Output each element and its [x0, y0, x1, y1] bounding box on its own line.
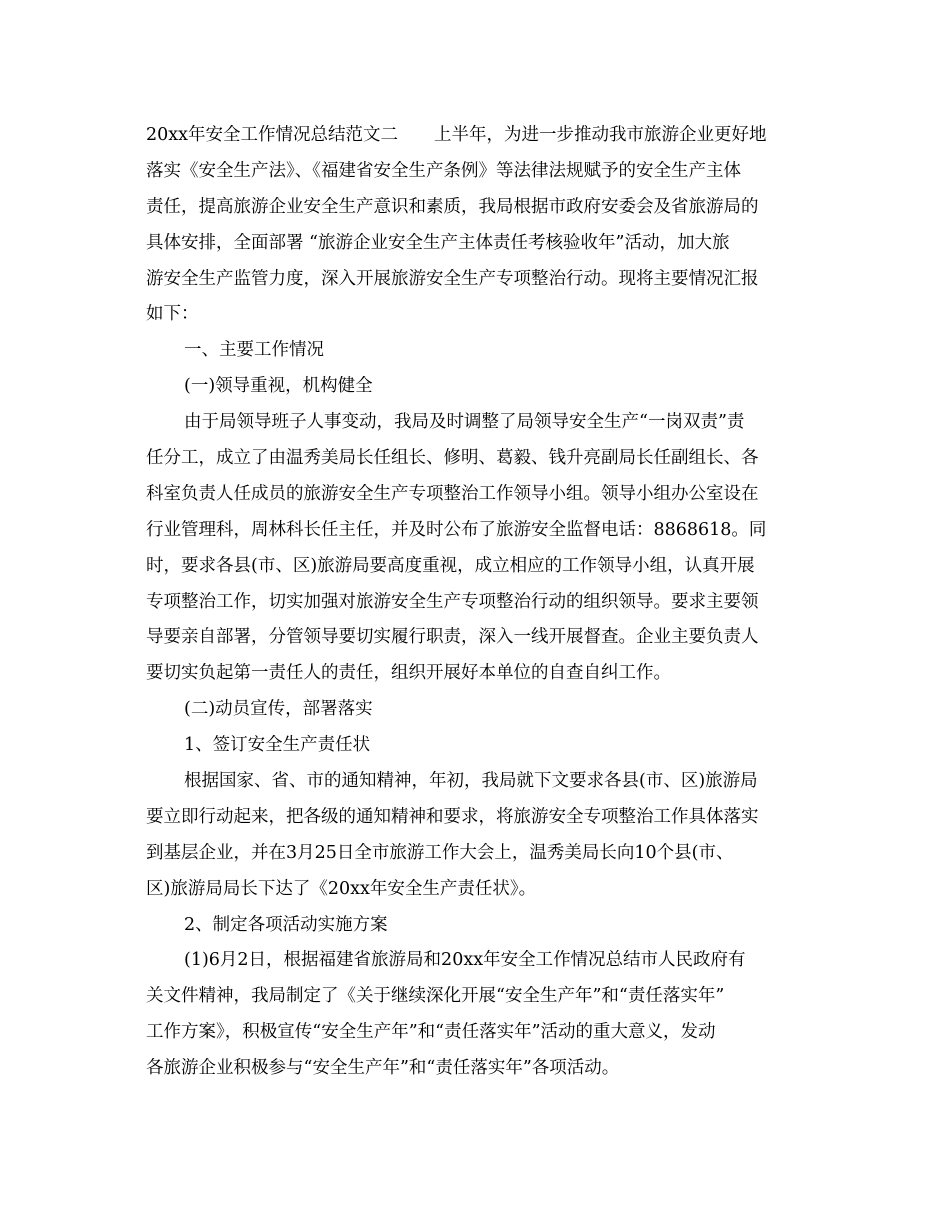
text-line: 责任，提高旅游企业安全生产意识和素质，我局根据市政府安委会及省旅游局的 [146, 196, 759, 217]
text-line: 如下： [146, 304, 199, 325]
item-heading: 1、签订安全生产责任状 [184, 735, 371, 756]
text-line: 行业管理科，周林科长任主任，并及时公布了旅游安全监督电话：8868618。同 [146, 519, 767, 540]
section-heading: 一、主要工作情况 [184, 340, 324, 361]
text-line: 根据国家、省、市的通知精神，年初，我局就下文要求各县(市、区)旅游局 [184, 771, 758, 792]
text-line: 工作方案》，积极宣传“安全生产年”和“责任落实年”活动的重大意义，发动 [146, 1022, 716, 1043]
document-body [146, 118, 806, 1087]
text-line [146, 118, 806, 154]
text-line: (1)6月2日，根据福建省旅游局和20xx年安全工作情况总结市人民政府有 [184, 950, 746, 971]
text-line: 导要亲自部署，分管领导要切实履行职责，深入一线开展督查。企业主要负责人 [146, 627, 759, 648]
text-line: 区)旅游局局长下达了《20xx年安全生产责任状》。 [146, 878, 537, 899]
item-heading: 2、制定各项活动实施方案 [184, 914, 388, 935]
text-line: 关文件精神，我局制定了《关于继续深化开展“安全生产年”和“责任落实年” [146, 986, 725, 1007]
document-title: 20xx年安全工作情况总结范文二 [146, 125, 399, 145]
subsection-heading: (一)领导重视，机构健全 [184, 376, 373, 397]
text-line: 到基层企业，并在3月25日全市旅游工作大会上，温秀美局长向10个县(市、 [146, 842, 734, 863]
text-line: 要立即行动起来，把各级的通知精神和要求，将旅游安全专项整治工作具体落实 [146, 806, 759, 827]
text-line: 任分工，成立了由温秀美局长任组长、修明、葛毅、钱升亮副局长任副组长、各 [146, 448, 759, 469]
text-line: 科室负责人任成员的旅游安全生产专项整治工作领导小组。领导小组办公室设在 [146, 483, 759, 504]
text-line: 由于局领导班子人事变动，我局及时调整了局领导安全生产“一岗双责”责 [184, 412, 745, 433]
text-line: 落实《安全生产法》、《福建省安全生产条例》等法律法规赋予的安全生产主体 [146, 160, 741, 181]
text-line: 具体安排，全面部署 “旅游企业安全生产主体责任考核验收年”活动，加大旅 [146, 232, 730, 253]
text-line: 游安全生产监管力度，深入开展旅游安全生产专项整治行动。现将主要情况汇报 [146, 268, 759, 289]
text-line: 专项整治工作，切实加强对旅游安全生产专项整治行动的组织领导。要求主要领 [146, 591, 759, 612]
text-line: 时，要求各县(市、区)旅游局要高度重视，成立相应的工作领导小组，认真开展 [146, 555, 755, 576]
text-line: 要切实负起第一责任人的责任，组织开展好本单位的自查自纠工作。 [146, 663, 671, 684]
text-line-continuation: 上半年，为进一步推动我市旅游企业更好地 [434, 125, 767, 145]
subsection-heading: (二)动员宣传，部署落实 [184, 699, 373, 720]
text-line: 各旅游企业积极参与“安全生产年”和“责任落实年”各项活动。 [146, 1058, 620, 1079]
